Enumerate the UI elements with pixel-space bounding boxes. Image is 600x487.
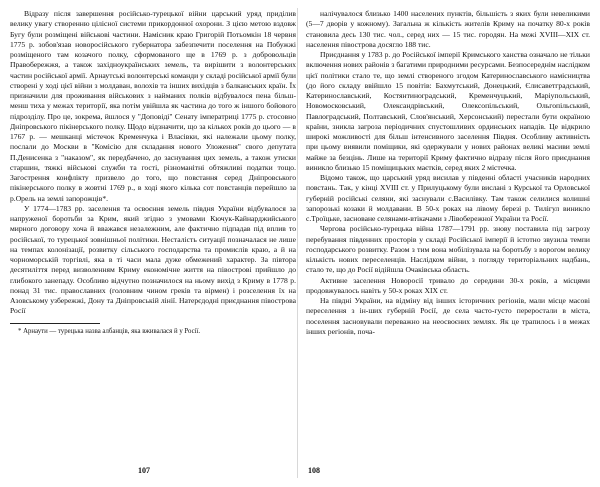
right-page (306, 9, 590, 477)
right-paragraph-5: Активне заселення Новоросії тривало до середини 30-х років, а місцями продовжувалось навіть у 50-х роках XIX ст. (306, 275, 590, 295)
gutter-divider (297, 8, 298, 478)
right-paragraph-3: Відомо також, що царський уряд висилав у південні області учасників народних повстань. Так, у кінці XVIII ст. у Прилуцькому були вислані з Курської та Орловської губерній російські селяни, які заснували с.Василівку. Там також селилися колишні запорозькі козаки й молдавани. В 50-х роках на лівому березі р. Тилігул виникло с.Троїцьке, засноване селянами-втікачами з Лівобережної України та Росії. (306, 173, 590, 223)
left-page (10, 9, 296, 477)
page-number-left: 107 (138, 466, 150, 475)
left-paragraph-2: У 1774—1783 рр. заселення та освоєння земель півдня України відбувалося за напруженої боротьби за Крим, який згідно з умовами Кючук-Кайнарджийського мирного договору хоча й вважався незалежним, але фактично підпадав під вплив то російської, то турецької зовнішньої політики. Несталість ситуації позначалася не лише на темпах колонізації, розвитку сільського господарства та промислів краю, а й на чорноморській торгівлі, яка в ті часи мала дуже обмежений характер. За півтора десятиліття перед визволенням Криму економічне життя на півострові прийшло до глибокого занепаду. Особливо відчутно позначилося на ньому вихід з Криму в 1778 р. понад 31 тис. православних (головним чином греків та вірмен) і розселення їх на Азовському узбережжі, Дону та Дніпровській лінії. Натерєдодні приєднання півострова Росії (10, 203, 296, 316)
right-paragraph-2: Приєднання у 1783 р. до Російської імперії Кримського ханства означало не тільки включення нових районів з багатими природними ресурсами. Безпосереднім наслідком цієї політики стало те, що землі створеного згодом Катеринославського намісництва (до його складу ввійшло 15 повітів: Бахмутський, Донецький, Єлисаветградський, Катеринославський, Костянтиноградський, Кременчуцький, Маріупольський, Новомосковський, Олександрівський, Олексопільський, Ольгопільський, Павлоградський, Полтавський, Слов'янський, Херсонський) перестали бути окраїною країни, зникла загроза періодичних спустошливих ординських нападів. Це відкрило широкі можливості для більш інтенсивного заселення Півдня. Особливу активність при цьому виявили поміщики, які одержували у нових районах великі масиви землі майже за безцінь. Лише на території Криму фактично відразу після його приєднання виникло близько 15 поміщицьких маєтків, серед яких 2 містечка. (306, 50, 590, 172)
footnote-divider (10, 323, 100, 324)
right-paragraph-4: Чергова російсько-турецька війна 1787—1791 рр. знову поставила під загрозу перебування південних просторів у складі Російської імперії й істотно звузила темпи господарського розвитку. Разом з тим вона мобілізувала на боротьбу з ворогом велику кількість нових переселенців. Наслідком війни, з погляду територіальних надбань, стало те, що до Росії відійшла Очаківська область. (306, 224, 590, 275)
left-paragraph-1: Відразу після завершення російсько-турецької війни царський уряд приділив велику увагу створенню цілісної системи прикордонної охорони. З цією метою вздовж Бугу були розміщені військові частини. Намісник краю Григорій Потьомкін 18 червня 1775 р. зобов'язав новоросійського губернатора забезпечити поселення на Побужжі розміщеного там козачого полку, сформованого ще в 1769 р. з добровольців Правобережжя, а також західноукраїнських земель, та вирішити з волонтерських частин російської армії. Арнаутські волонтерські команди у складі російської армії були створені у ході цієї війни з молдаван, волохів та інших вихідців з балканських країн. Їх призначили для проживання військових з найманих полків відбувалося пена більш-менш тиха у межах території, яка потім увійшла як частина до того ж іншого бойового підрозділу. Про це, зокрема, йшлося у "Доповіді" Сенату імператриці 1775 р. стосовно Дніпровського пікінерського полку. Щодо відзначити, що за кількох років до цього — в 1767 р. — мешканці містечок Кременчука і Власівки, які належали цьому полку, послали до Москви в "Комісію для складання нового Уложення" свого депутата П.Денисенка з "наказом", як передбачено, до заснування цих земель, а також утиски старшин, тяжкі військові служби та гості, різноманітні обтяжливі податки тощо. Загострення конфлікту призвело до того, що повстання серед Дніпровського пікінерського полку в жовтні 1769 р., в ході якого кілька сот повстанців перейшло за р.Орель на землі запорожців*. (10, 9, 296, 203)
page-number-right: 108 (308, 466, 320, 475)
footnote: * Арнаути — турецька назва албанців, яка вживалася й у Росії. (18, 327, 201, 335)
right-paragraph-6: На півдні України, на відміну від інших історичних регіонів, мали місце масові переселення з ін-ших губерній Росії, де села часто-густо переростали в міста, поселення засновували переважно на неосвоєних землях. Як це трапилось і в межах інших регіонів, поча- (306, 296, 590, 336)
right-paragraph-1: налічувалося близько 1400 населених пунктів, більшість з яких були невеликими (5—7 дворів у кожному). Загальна ж кількість жителів Криму на початку 80-х років становила десь 130 тис. чол., серед них — 15 тис. городян. На межі XVIII—XIX ст. населення півострова досягло 188 тис. (306, 9, 590, 49)
